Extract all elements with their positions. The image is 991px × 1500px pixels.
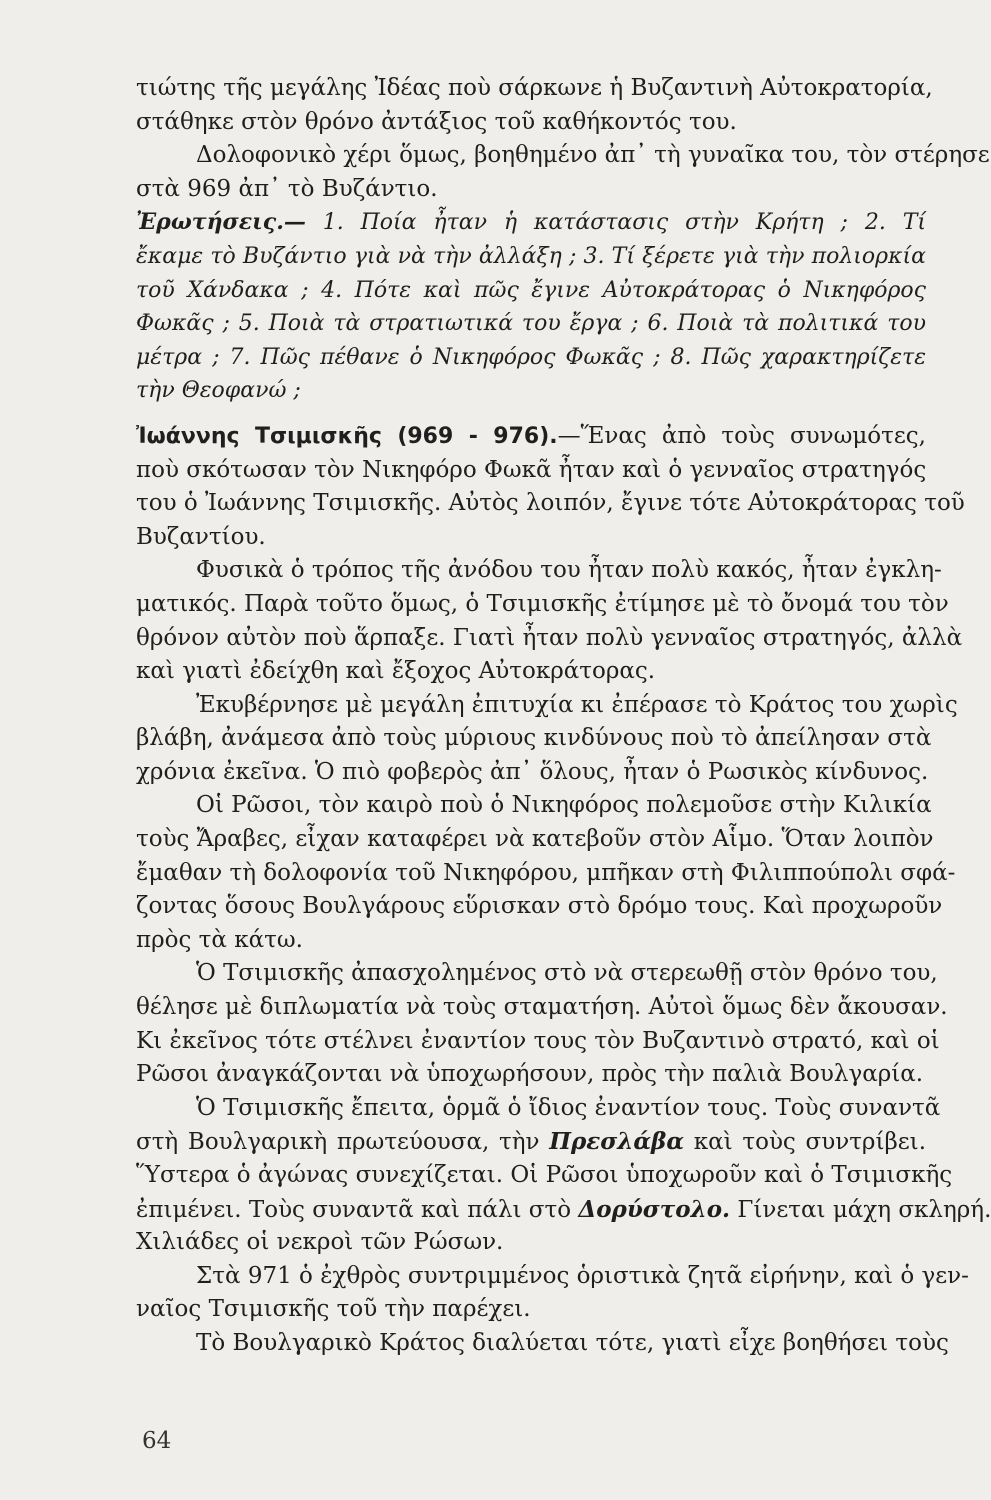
page-body	[136, 72, 991, 1361]
text-line: Τὸ Βουλγαρικὸ Κράτος διαλύεται τότε, γιατὶ εἶχε βοηθήσει τοὺς	[196, 1329, 949, 1356]
text-line: Οἱ Ρῶσοι, τὸν καιρὸ ποὺ ὁ Νικηφόρος πολεμοῦσε στὴν Κιλικία	[196, 792, 932, 819]
text-line: ζοντας ὅσους Βουλγάρους εὕρισκαν στὸ δρόμο τους. Καὶ προχωροῦν	[136, 893, 943, 920]
section-text: —Ἕνας ἀπὸ τοὺς συνωμότες,	[557, 422, 926, 449]
section-heading: Ἰωάννης Τσιμισκῆς (969 - 976).	[136, 423, 558, 449]
text-line	[136, 1193, 991, 1227]
questions-line: τὴν Θεοφανώ ;	[136, 378, 301, 404]
text-line: Κι ἐκεῖνος τότε στέλνει ἐναντίον τους τὸν Βυζαντινὸ στρατό, καὶ οἱ	[136, 1027, 940, 1054]
text-span: Γίνεται μάχη σκληρή.	[730, 1196, 991, 1223]
place-name-preslava: Πρεσλάβα	[549, 1128, 685, 1156]
text-line: Ρῶσοι ἀναγκάζονται νὰ ὑποχωρήσουν, πρὸς τὴν παλιὰ Βουλγαρία.	[136, 1061, 924, 1088]
text-line: Φυσικὰ ὁ τρόπος τῆς ἀνόδου του ἦταν πολὺ κακός, ἦταν ἐγκλη-	[196, 557, 942, 584]
text-line: Ὕστερα ὁ ἀγώνας συνεχίζεται. Οἱ Ρῶσοι ὑποχωροῦν καὶ ὁ Τσιμισκῆς	[136, 1162, 953, 1188]
questions-text: 1. Ποία ἦταν ἡ κατάστασις στὴν Κρήτη ; 2. Τί	[305, 210, 926, 236]
text-line: Βυζαντίου.	[136, 523, 266, 550]
text-line: Ἐκυβέρνησε μὲ μεγάλη ἐπιτυχία κι ἐπέρασε τὸ Κράτος του χωρὶς	[196, 691, 958, 718]
questions-line: Φωκᾶς ; 5. Ποιὰ τὰ στρατιωτικά του ἔργα ; 6. Ποιὰ τὰ πολιτικά του	[136, 311, 926, 337]
text-line: ἔμαθαν τὴ δολοφονία τοῦ Νικηφόρου, μπῆκαν στὴ Φιλιππούπολι σφά-	[136, 859, 956, 886]
text-line: ναῖος Τσιμισκῆς τοῦ τὴν παρέχει.	[136, 1296, 531, 1323]
place-name-dorystolo: Δορύστολο.	[578, 1195, 731, 1223]
text-line: Ὁ Τσιμισκῆς ἔπειτα, ὁρμᾶ ὁ ἴδιος ἐναντίον τους. Τοὺς συναντᾶ	[196, 1094, 941, 1121]
text-line: χρόνια ἐκεῖνα. Ὁ πιὸ φοβερὸς ἀπ᾿ ὅλους, ἦταν ὁ Ρωσικὸς κίνδυνος.	[136, 758, 929, 785]
text-line: ματικός. Παρὰ τοῦτο ὅμως, ὁ Τσιμισκῆς ἐτίμησε μὲ τὸ ὄνομά του τὸν	[136, 590, 949, 617]
text-span: καὶ τοὺς συντρίβει.	[684, 1129, 927, 1156]
text-line: θέλησε μὲ διπλωματία νὰ τοὺς σταματήση. Αὐτοὶ ὅμως δὲν ἄκουσαν.	[136, 994, 948, 1021]
questions-line: τοῦ Χάνδακα ; 4. Πότε καὶ πῶς ἔγινε Αὐτοκράτορας ὁ Νικηφόρος	[136, 277, 926, 303]
text-line: Χιλιάδες οἱ νεκροὶ τῶν Ρώσων.	[136, 1229, 504, 1256]
text-line: πρὸς τὰ κάτω.	[136, 926, 303, 953]
questions-line: μέτρα ; 7. Πῶς πέθανε ὁ Νικηφόρος Φωκᾶς ; 8. Πῶς χαρακτηρίζετε	[136, 344, 926, 370]
text-span: ἐπιμένει. Τοὺς συναντᾶ καὶ πάλι στὸ	[136, 1196, 579, 1223]
text-line: τοὺς Ἄραβες, εἶχαν καταφέρει νὰ κατεβοῦν στὸν Αἷμο. Ὅταν λοιπὸν	[136, 826, 934, 853]
text-line: τιώτης τῆς μεγάλης Ἰδέας ποὺ σάρκωνε ἡ Βυζαντινὴ Αὐτοκρατορία,	[136, 75, 933, 101]
questions-line	[136, 206, 926, 240]
text-line	[136, 1125, 926, 1159]
questions-line: ἔκαμε τὸ Βυζάντιο γιὰ νὰ τὴν ἀλλάξη ; 3. Τί ξέρετε γιὰ τὴν πολιορκία	[136, 243, 926, 269]
questions-label: Ἐρωτήσεις.—	[136, 209, 306, 236]
text-span: στὴ Βουλγαρικὴ πρωτεύουσα, τὴν	[136, 1129, 550, 1156]
section-heading-line	[136, 420, 926, 454]
text-line: Στὰ 971 ὁ ἐχθρὸς συντριμμένος ὁριστικὰ ζητᾶ εἰρήνην, καὶ ὁ γεν-	[196, 1262, 969, 1289]
text-line: του ὁ Ἰωάννης Τσιμισκῆς. Αὐτὸς λοιπόν, ἔγινε τότε Αὐτοκράτορας τοῦ	[136, 490, 965, 517]
text-line: ποὺ σκότωσαν τὸν Νικηφόρο Φωκᾶ ἦταν καὶ ὁ γενναῖος στρατηγός	[136, 456, 927, 483]
text-line: στάθηκε στὸν θρόνο ἀντάξιος τοῦ καθήκοντός του.	[136, 108, 737, 135]
text-line: καὶ γιατὶ ἐδείχθη καὶ ἔξοχος Αὐτοκράτορας.	[136, 658, 656, 685]
text-line: βλάβη, ἀνάμεσα ἀπὸ τοὺς μύριους κινδύνους ποὺ τὸ ἀπείλησαν στὰ	[136, 725, 932, 752]
text-line: Δολοφονικὸ χέρι ὅμως, βοηθημένο ἀπ᾿ τὴ γυναῖκα του, τὸν στέρησε	[196, 142, 990, 169]
page-number: 64	[142, 1428, 172, 1454]
text-line: στὰ 969 ἀπ᾿ τὸ Βυζάντιο.	[136, 175, 438, 202]
text-line: θρόνον αὐτὸν ποὺ ἅρπαξε. Γιατὶ ἦταν πολὺ γενναῖος στρατηγός, ἀλλὰ	[136, 624, 963, 651]
text-line: Ὁ Τσιμισκῆς ἀπασχολημένος στὸ νὰ στερεωθῇ στὸν θρόνο του,	[196, 960, 938, 987]
spacer	[136, 408, 926, 420]
